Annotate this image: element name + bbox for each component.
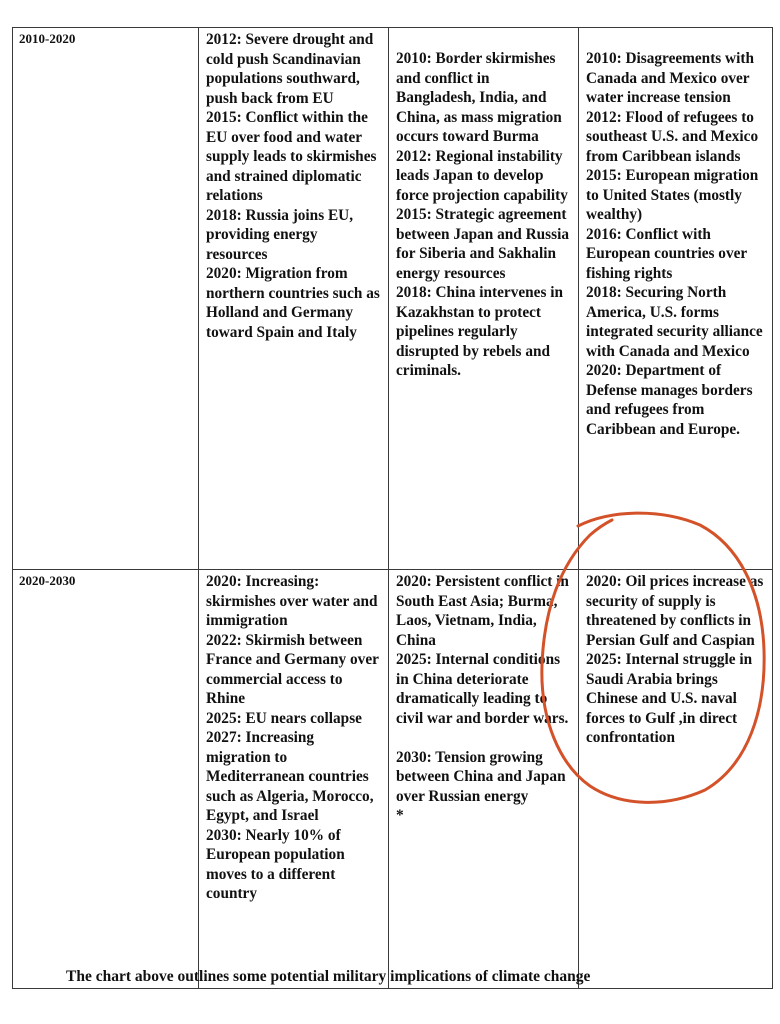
entry-list bbox=[396, 572, 571, 826]
period-cell: 2020-2030 bbox=[13, 570, 199, 989]
timeline-entry: 2012: Flood of refugees to southeast U.S. and Mexico from Caribbean islands bbox=[586, 108, 759, 165]
climate-implications-table bbox=[12, 27, 773, 989]
timeline-entry: 2025: Internal conditions in China deteriorate dramatically leading to civil war and border wars. bbox=[396, 651, 569, 727]
table-row bbox=[13, 570, 773, 989]
timeline-entry: 2018: Russia joins EU, providing energy resources bbox=[206, 206, 354, 263]
entry-list bbox=[586, 49, 765, 439]
timeline-entry: 2012: Severe drought and cold push Scandinavian populations southward, push back from EU bbox=[206, 31, 374, 107]
timeline-entry: 2020: Oil prices increase as security of supply is threatened by conflicts in Persian Gulf and Caspian bbox=[586, 573, 764, 649]
timeline-entry: 2015: Conflict within the EU over food and water supply leads to skirmishes and strained diplomatic relations bbox=[206, 109, 377, 204]
timeline-entry: 2020: Increasing: skirmishes over water and immigration bbox=[206, 573, 378, 629]
entry-list bbox=[586, 572, 765, 748]
table-row bbox=[13, 28, 773, 570]
timeline-entry: 2010: Border skirmishes and conflict in Bangladesh, India, and China, as mass migration occurs toward Burma bbox=[396, 50, 562, 145]
timeline-entry: 2018: China intervenes in Kazakhstan to protect pipelines regularly disrupted by rebels and criminals. bbox=[396, 284, 563, 379]
timeline-entry: 2020: Migration from northern countries such as Holland and Germany toward Spain and Italy bbox=[206, 265, 380, 341]
timeline-entry: 2030: Nearly 10% of European population moves to a different country bbox=[206, 826, 345, 902]
timeline-entry: * bbox=[396, 807, 404, 824]
europe-cell bbox=[199, 570, 389, 989]
entry-list bbox=[206, 572, 381, 904]
timeline-entry: 2025: EU nears collapse bbox=[206, 709, 362, 727]
entry-list bbox=[396, 49, 571, 381]
timeline-entry: 2025: Internal struggle in Saudi Arabia brings Chinese and U.S. naval forces to Gulf ,in direct confrontation bbox=[586, 651, 753, 746]
timeline-entry: 2012: Regional instability leads Japan to develop force projection capability bbox=[396, 147, 568, 204]
europe-cell bbox=[199, 28, 389, 570]
timeline-entry: 2027: Increasing migration to Mediterranean countries such as Algeria, Morocco, Egypt, and Israel bbox=[206, 729, 374, 824]
table-caption: The chart above outlines some potential military implications of climate change bbox=[66, 968, 591, 985]
timeline-entry: 2015: Strategic agreement between Japan and Russia for Siberia and Sakhalin energy resources bbox=[396, 206, 569, 282]
asia-cell bbox=[389, 570, 579, 989]
timeline-entry: 2030: Tension growing between China and Japan over Russian energy bbox=[396, 748, 566, 805]
us-cell bbox=[579, 28, 773, 570]
timeline-entry: 2010: Disagreements with Canada and Mexico over water increase tension bbox=[586, 50, 754, 106]
asia-cell bbox=[389, 28, 579, 570]
timeline-entry: 2022: Skirmish between France and Germany over commercial access to Rhine bbox=[206, 631, 379, 707]
entry-list bbox=[206, 30, 381, 342]
timeline-entry: 2020: Persistent conflict in South East Asia; Burma, Laos, Vietnam, India, China bbox=[396, 573, 569, 649]
timeline-entry: 2015: European migration to United States (mostly wealthy) bbox=[586, 167, 759, 223]
timeline-entry: 2020: Department of Defense manages borders and refugees from Caribbean and Europe. bbox=[586, 362, 753, 438]
timeline-entry: 2018: Securing North America, U.S. forms integrated security alliance with Canada and Mexico bbox=[586, 284, 763, 360]
period-cell: 2010-2020 bbox=[13, 28, 199, 570]
entry-spacer bbox=[396, 728, 571, 748]
timeline-entry: 2016: Conflict with European countries over fishing rights bbox=[586, 225, 747, 282]
us-cell bbox=[579, 570, 773, 989]
